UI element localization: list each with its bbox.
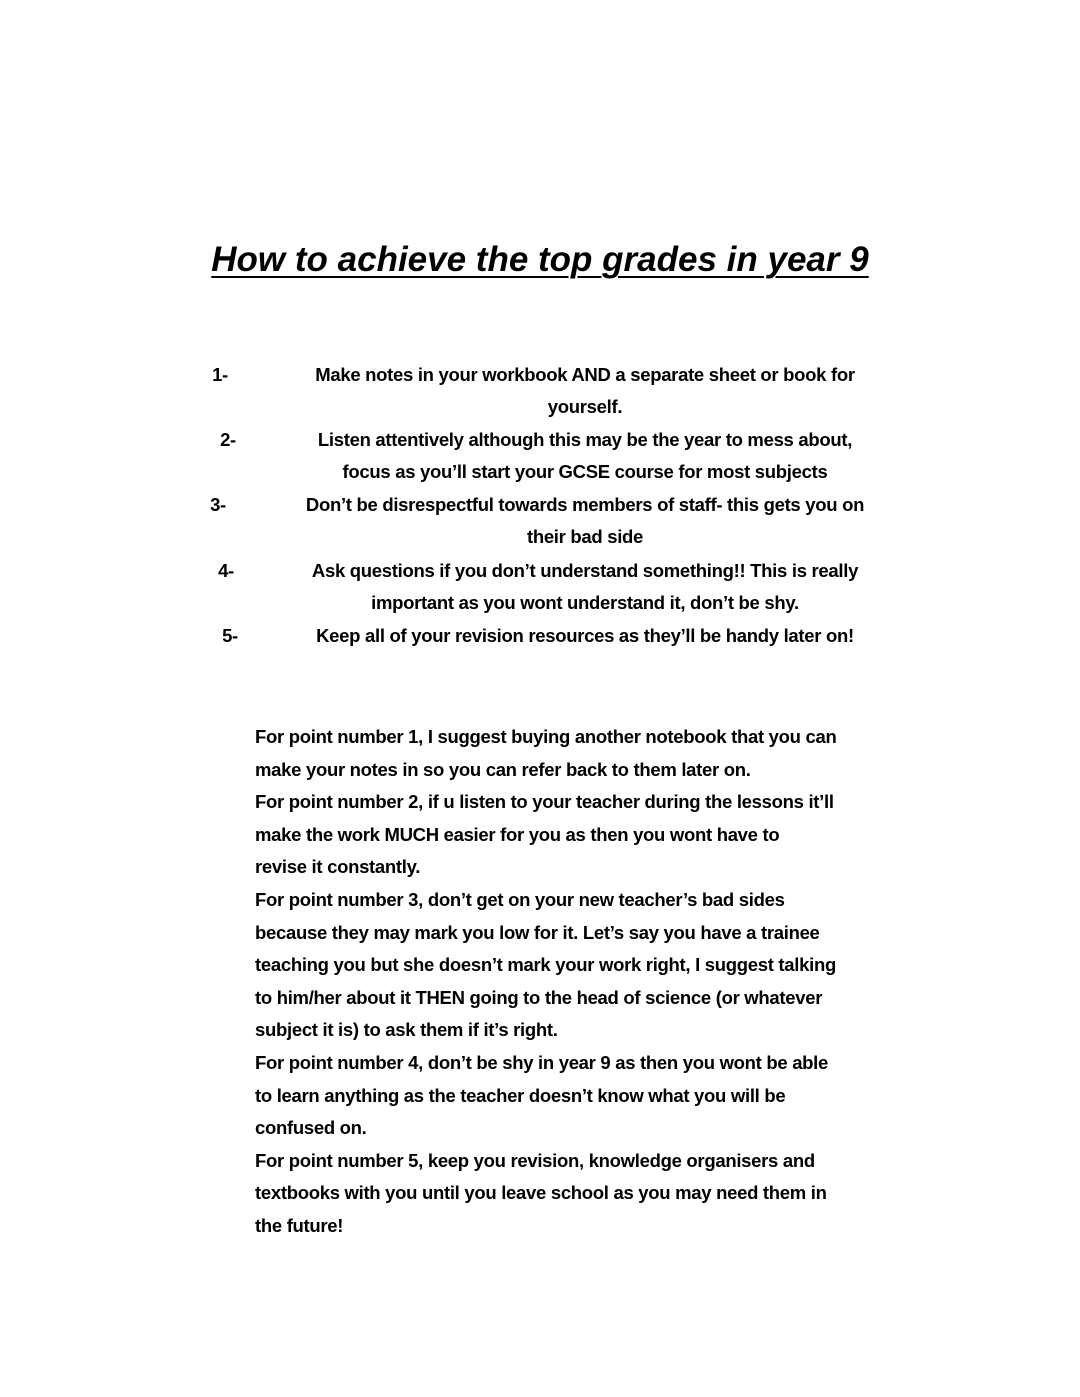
list-text: their bad side (526, 526, 644, 547)
paragraph-line: For point number 2, if u listen to your teacher during the lessons it’ll (255, 791, 834, 813)
list-text: yourself. (547, 396, 623, 417)
list-text: Don’t be disrespectful towards members of staff- this gets you on (305, 494, 865, 515)
paragraph-line: For point number 5, keep you revision, knowledge organisers and (255, 1149, 815, 1171)
list-text: focus as you’ll start your GCSE course for most subjects (342, 461, 828, 482)
paragraph-line: to him/her about it THEN going to the head of science (or whatever (255, 986, 823, 1008)
paragraph-line: For point number 3, don’t get on your new teacher’s bad sides (255, 888, 785, 910)
paragraph-line: make your notes in so you can refer back to them later on. (255, 758, 751, 780)
paragraph-line: textbooks with you until you leave school as you may need them in (255, 1182, 827, 1204)
paragraph-line: the future! (255, 1214, 344, 1236)
list-text: Keep all of your revision resources as they’ll be handy later on! (316, 625, 854, 646)
paragraph-line: to learn anything as the teacher doesn’t know what you will be (255, 1084, 786, 1106)
paragraph-line: confused on. (255, 1117, 367, 1139)
list-text: Listen attentively although this may be the year to mess about, (317, 429, 853, 450)
list-text: Make notes in your workbook AND a separate sheet or book for (315, 364, 855, 385)
document-title: How to achieve the top grades in year 9 (211, 240, 869, 279)
list-number: 1- (212, 364, 228, 385)
list-text: important as you wont understand it, don’t be shy. (371, 592, 799, 613)
paragraph-line: make the work MUCH easier for you as then you wont have to (255, 823, 780, 845)
paragraph-line: For point number 4, don’t be shy in year 9 as then you wont be able (255, 1051, 829, 1073)
list-number: 5- (222, 625, 238, 646)
explanation-paragraphs (255, 721, 955, 1243)
paragraph-line: revise it constantly. (255, 856, 421, 878)
paragraph-line: because they may mark you low for it. Let’s say you have a trainee (255, 921, 820, 943)
paragraph-line: For point number 1, I suggest buying another notebook that you can (255, 726, 837, 747)
paragraph-line: subject it is) to ask them if it’s right. (255, 1019, 558, 1041)
list-number: 2- (220, 429, 236, 450)
list-text: Ask questions if you don’t understand something!! This is really (311, 560, 859, 581)
list-number: 4- (218, 560, 234, 581)
list-number: 3- (210, 494, 226, 515)
paragraph-line: teaching you but she doesn’t mark your work right, I suggest talking (255, 954, 836, 976)
